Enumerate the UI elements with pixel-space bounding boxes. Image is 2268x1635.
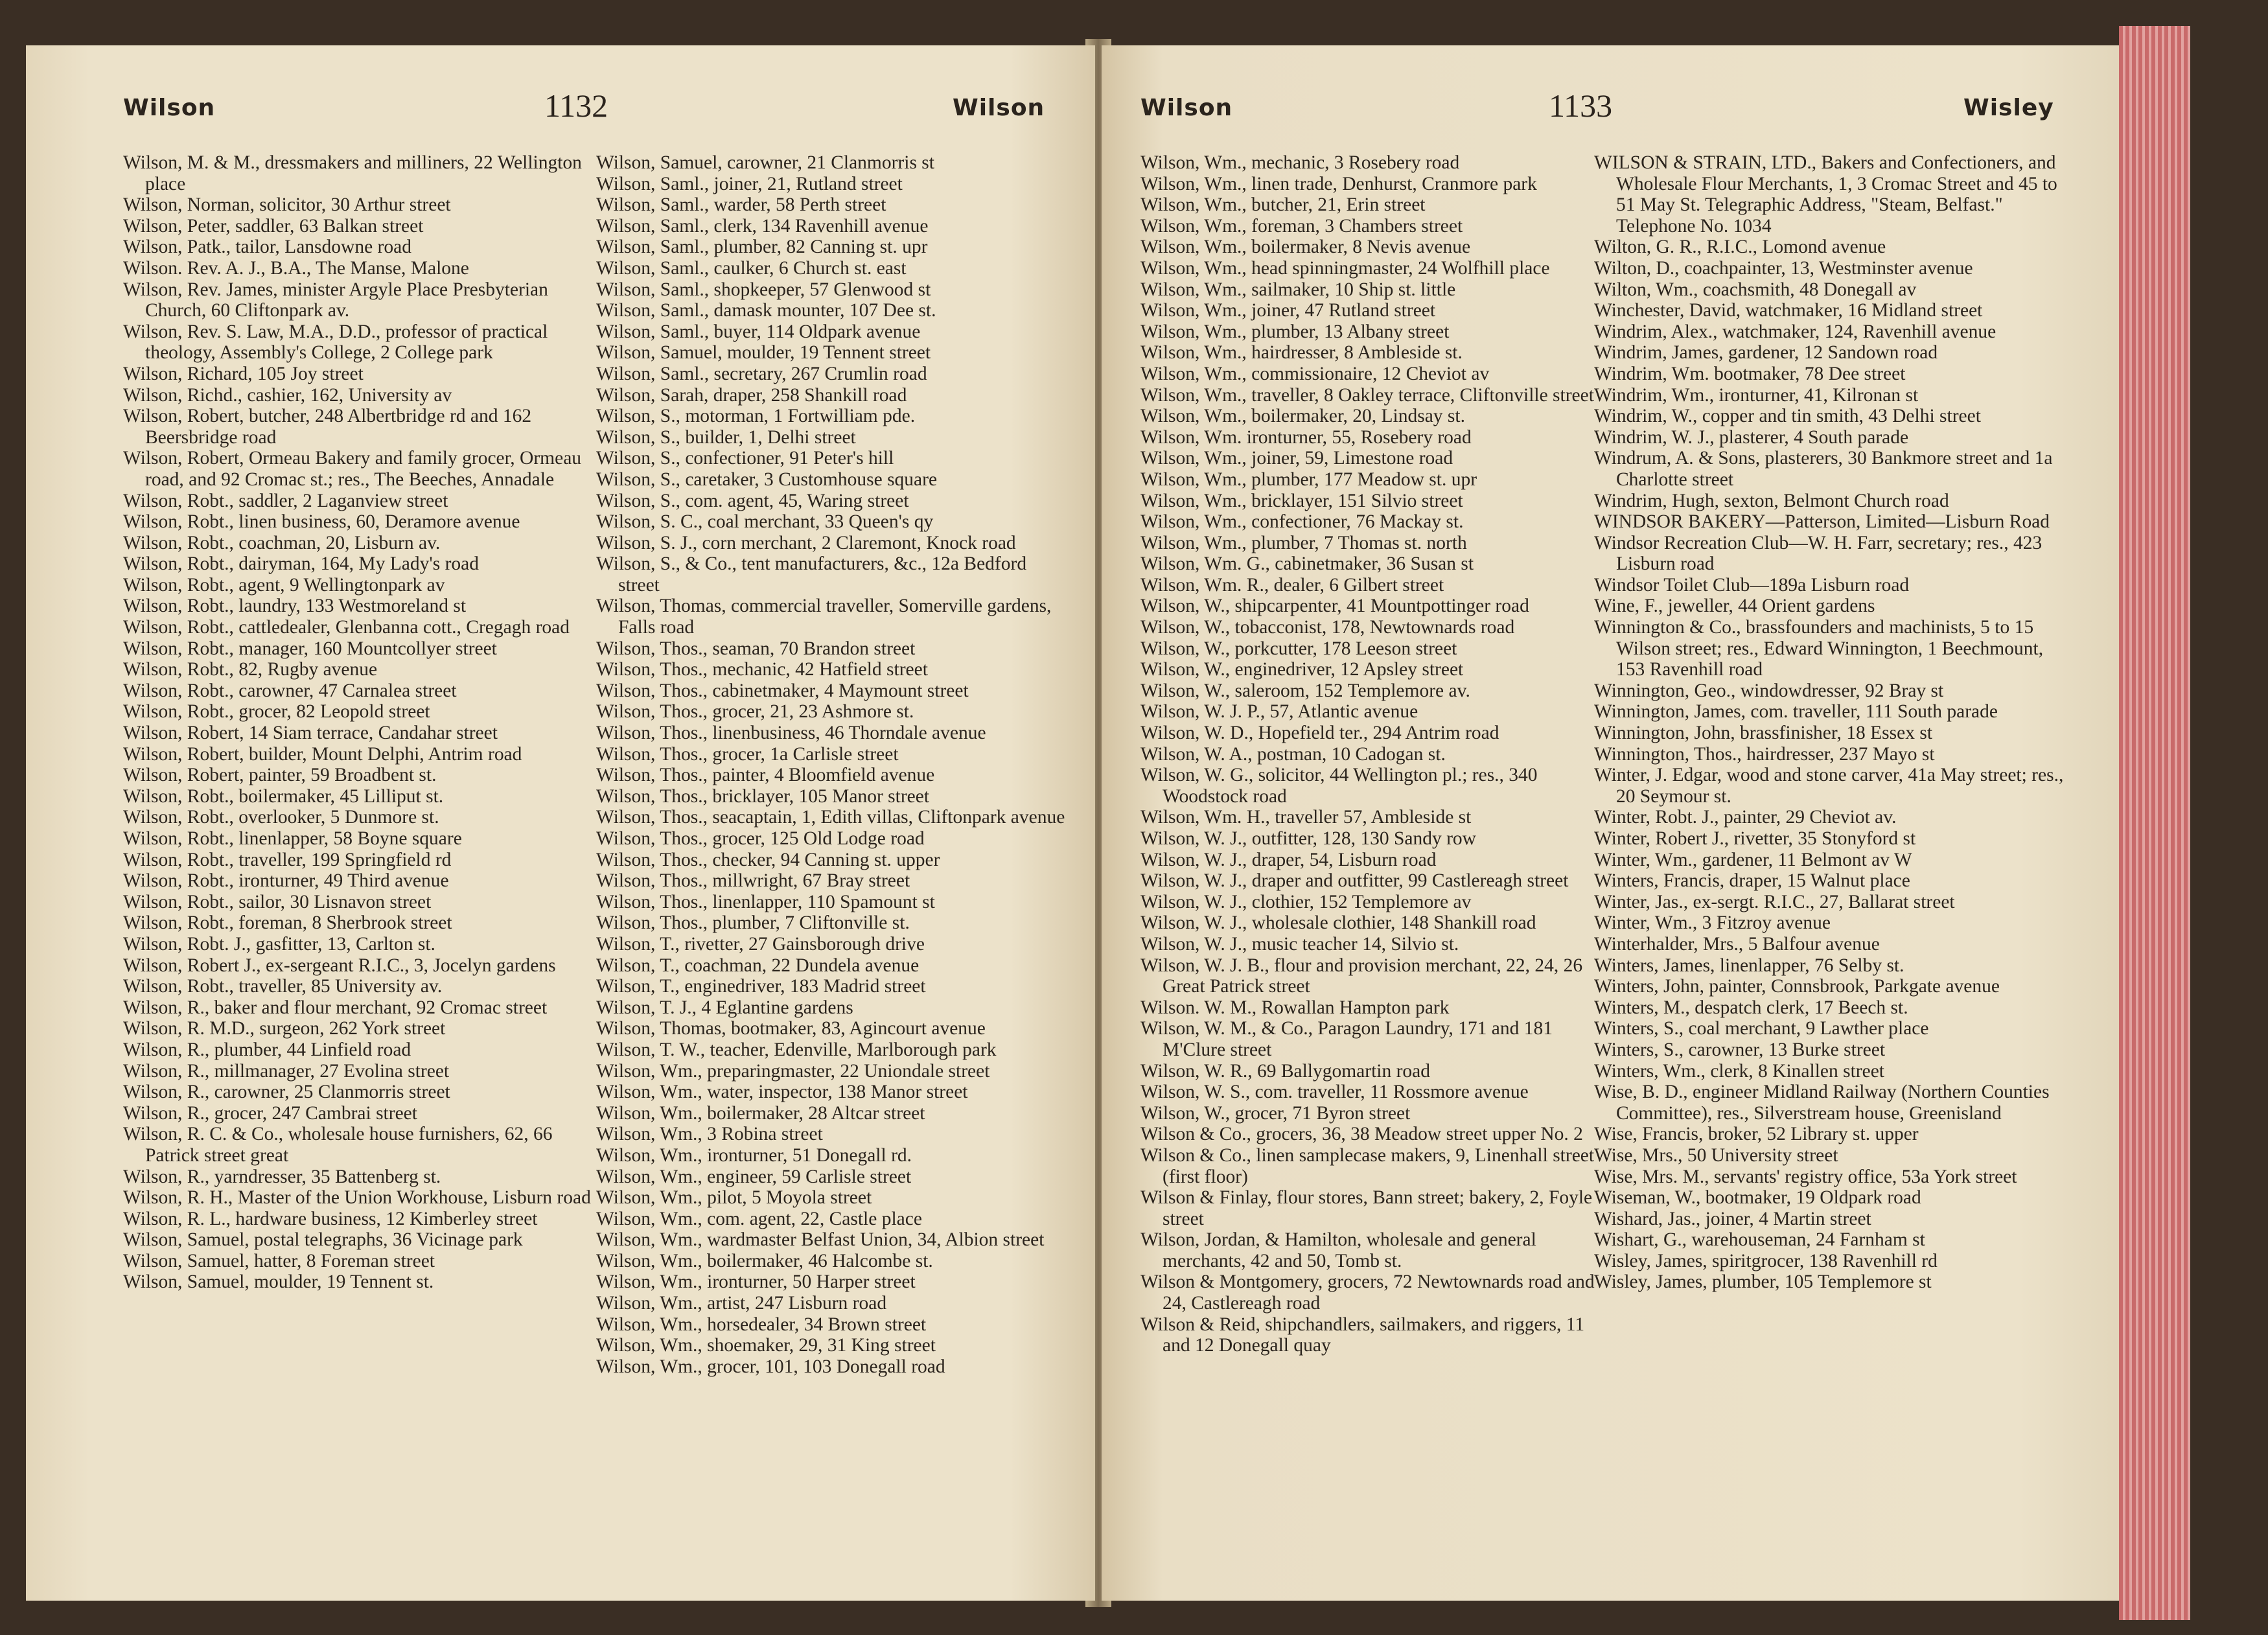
directory-entry: Wilson, Thos., grocer, 125 Old Lodge road <box>596 828 925 849</box>
directory-entry: Wilson, Saml., clerk, 134 Ravenhill avenue <box>596 215 929 237</box>
directory-entry: WINDSOR BAKERY—Patterson, Limited—Lisburn Road <box>1594 511 2050 533</box>
directory-entry: Wilson, T. J., 4 Eglantine gardens <box>596 997 853 1018</box>
directory-entry: Wilson, Wm., engineer, 59 Carlisle street <box>596 1166 912 1187</box>
directory-entry: Wilson, Robert J., ex-sergeant R.I.C., 3, Jocelyn gardens <box>123 955 556 976</box>
directory-entry: Wilson, S., builder, 1, Delhi street <box>596 426 856 448</box>
directory-entry: Wilson, Robt., sailor, 30 Lisnavon street <box>123 891 432 912</box>
directory-entry: Wise, B. D., engineer Midland Railway (Northern Counties Committee), res., Silverstream house, Greenisland <box>1594 1082 2050 1124</box>
directory-entry: Wilson, S., caretaker, 3 Customhouse square <box>596 469 938 490</box>
directory-entry: Wilson, S. C., coal merchant, 33 Queen's qy <box>596 511 934 533</box>
directory-entry: Winter, Wm., 3 Fitzroy avenue <box>1594 912 1831 934</box>
directory-entry: Wisley, James, spiritgrocer, 138 Ravenhill rd <box>1594 1250 1938 1271</box>
directory-entry: Wilson, Wm., horsedealer, 34 Brown street <box>596 1314 927 1335</box>
directory-entry: Wilson, Robert, 14 Siam terrace, Candahar street <box>123 723 498 744</box>
right-page-column-2 <box>1594 152 2067 1293</box>
directory-entry: Wilson, S. J., corn merchant, 2 Claremont, Knock road <box>596 532 1016 553</box>
directory-entry: Wilson, S., confectioner, 91 Peter's hill <box>596 448 894 469</box>
right-page-column-1 <box>1140 152 1614 1356</box>
directory-entry: Wilson, Robt., grocer, 82 Leopold street <box>123 701 430 723</box>
directory-entry: Wilson, W. J. B., flour and provision merchant, 22, 24, 26 Great Patrick street <box>1140 955 1583 997</box>
directory-entry: Wilson. W. M., Rowallan Hampton park <box>1140 997 1450 1018</box>
directory-entry: Wilson, Robt., ironturner, 49 Third avenue <box>123 870 449 892</box>
directory-entry: Wilson, Samuel, postal telegraphs, 36 Vicinage park <box>123 1229 523 1251</box>
directory-entry: Wilson, Robt., cattledealer, Glenbanna cott., Cregagh road <box>123 617 570 638</box>
page-edge <box>2119 26 2190 1620</box>
directory-entry: Wilson, R. M.D., surgeon, 262 York street <box>123 1018 446 1039</box>
directory-entry: Wilson, Thos., seaman, 70 Brandon street <box>596 638 916 659</box>
directory-entry: Wilson, Wm., traveller, 8 Oakley terrace, Cliftonville street <box>1140 384 1594 406</box>
directory-entry: Wilson, Wm., bricklayer, 151 Silvio street <box>1140 490 1463 511</box>
directory-entry: Wilson, Thos., mechanic, 42 Hatfield street <box>596 659 928 680</box>
directory-entry: Wilson, Wm. R., dealer, 6 Gilbert street <box>1140 574 1444 596</box>
directory-entry: Windrim, W. J., plasterer, 4 South parade <box>1594 426 1909 448</box>
directory-entry: Winter, Wm., gardener, 11 Belmont av W <box>1594 849 1912 870</box>
directory-entry: Wilson. Rev. A. J., B.A., The Manse, Malone <box>123 257 469 279</box>
directory-entry: Winters, James, linenlapper, 76 Selby st. <box>1594 955 1904 976</box>
directory-entry: Winnington, John, brassfinisher, 18 Essex st <box>1594 723 1933 744</box>
directory-entry: Wilson, T., rivetter, 27 Gainsborough drive <box>596 933 925 955</box>
directory-entry: Wilson, Wm., commissionaire, 12 Cheviot av <box>1140 363 1490 384</box>
directory-entry: Wilson, Robt., 82, Rugby avenue <box>123 659 378 680</box>
directory-entry: Winter, Jas., ex-sergt. R.I.C., 27, Ballarat street <box>1594 891 1955 912</box>
directory-entry: Wilson, Robt., manager, 160 Mountcollyer street <box>123 638 497 659</box>
directory-entry: Wilson, Robert, painter, 59 Broadbent st. <box>123 765 437 786</box>
directory-entry: Wilson, Wm., head spinningmaster, 24 Wolfhill place <box>1140 257 1550 279</box>
directory-entry: Wilson, Thos., linenlapper, 110 Spamount st <box>596 891 935 912</box>
directory-entry: Wilson, S., motorman, 1 Fortwilliam pde. <box>596 406 916 427</box>
directory-entry: Wine, F., jeweller, 44 Orient gardens <box>1594 596 1875 617</box>
right-header-word-left: Wilson <box>1140 95 1233 121</box>
directory-entry: Wilson, Thos., bricklayer, 105 Manor street <box>596 785 930 807</box>
directory-entry: Wilson, Patk., tailor, Lansdowne road <box>123 237 411 258</box>
directory-entry: Wilson, Wm. G., cabinetmaker, 36 Susan st <box>1140 553 1474 575</box>
directory-entry: Wisley, James, plumber, 105 Templemore st <box>1594 1271 1932 1293</box>
directory-entry: Wilson, Wm., com. agent, 22, Castle place <box>596 1208 922 1229</box>
directory-entry: Wilton, G. R., R.I.C., Lomond avenue <box>1594 237 1886 258</box>
directory-entry: Wilson, W. R., 69 Ballygomartin road <box>1140 1060 1431 1082</box>
directory-entry: Wilson, W., porkcutter, 178 Leeson street <box>1140 638 1457 659</box>
directory-entry: Wilson, Samuel, moulder, 19 Tennent street <box>596 342 931 364</box>
directory-entry: Winnington, James, com. traveller, 111 South parade <box>1594 701 1998 723</box>
directory-entry: Wilson, S., & Co., tent manufacturers, &c., 12a Bedford street <box>596 553 1027 596</box>
directory-entry: Wilson, Thos., linenbusiness, 46 Thorndale avenue <box>596 723 986 744</box>
directory-entry: Wilson, W. S., com. traveller, 11 Rossmore avenue <box>1140 1082 1529 1103</box>
directory-entry: Wilson, Wm., plumber, 7 Thomas st. north <box>1140 532 1467 553</box>
directory-entry: Wilson, R. C. & Co., wholesale house furnishers, 62, 66 Patrick street great <box>123 1124 553 1166</box>
directory-entry: Wilson, Wm., confectioner, 76 Mackay st. <box>1140 511 1464 533</box>
directory-entry: Wilson, Wm., linen trade, Denhurst, Cranmore park <box>1140 173 1537 194</box>
directory-entry: Wilson, Samuel, carowner, 21 Clanmorris st <box>596 152 934 173</box>
directory-entry: Windsor Toilet Club—189a Lisburn road <box>1594 574 1910 596</box>
directory-entry: Wilson, Robt. J., gasfitter, 13, Carlton st. <box>123 933 435 955</box>
left-page <box>26 45 1095 1601</box>
directory-entry: Wilson, Robt., dairyman, 164, My Lady's road <box>123 553 479 575</box>
left-page-number: 1132 <box>544 87 608 124</box>
directory-entry: Wilson, W., saleroom, 152 Templemore av. <box>1140 680 1470 701</box>
directory-entry: Wilson, W. A., postman, 10 Cadogan st. <box>1140 743 1446 765</box>
directory-entry: Wilson, W. J., wholesale clothier, 148 Shankill road <box>1140 912 1536 934</box>
directory-entry: Wilson, M. & M., dressmakers and milliners, 22 Wellington place <box>123 152 582 194</box>
directory-entry: Winter, J. Edgar, wood and stone carver, 41a May street; res., 20 Seymour st. <box>1594 765 2064 807</box>
directory-entry: Wilson, R., grocer, 247 Cambrai street <box>123 1102 417 1124</box>
directory-entry: Wilson, Robt., agent, 9 Wellingtonpark av <box>123 574 445 596</box>
directory-entry: Wilson, Saml., buyer, 114 Oldpark avenue <box>596 321 921 342</box>
directory-entry: Wilson, Sarah, draper, 258 Shankill road <box>596 384 907 406</box>
directory-entry: Wilson, R., plumber, 44 Linfield road <box>123 1039 411 1060</box>
directory-entry: Wilson, Saml., secretary, 267 Crumlin road <box>596 363 927 384</box>
directory-entry: Wilson, T. W., teacher, Edenville, Marlborough park <box>596 1039 997 1060</box>
directory-entry: Wilson, Robt., foreman, 8 Sherbrook street <box>123 912 452 934</box>
directory-entry: Winters, S., carowner, 13 Burke street <box>1594 1039 1886 1060</box>
directory-entry: Windrum, A. & Sons, plasterers, 30 Bankmore street and 1a Charlotte street <box>1594 448 2053 490</box>
directory-entry: Wilson, Wm. H., traveller 57, Ambleside st <box>1140 807 1472 828</box>
right-page-header <box>1102 84 2119 143</box>
directory-entry: Wilson, Robert, Ormeau Bakery and family grocer, Ormeau road, and 92 Cromac st.; res., The Beeches, Annadale <box>123 448 582 490</box>
directory-entry: Wishard, Jas., joiner, 4 Martin street <box>1594 1208 1871 1229</box>
directory-entry: Wilson & Finlay, flour stores, Bann street; bakery, 2, Foyle street <box>1140 1187 1593 1229</box>
directory-entry: Wilson, W. D., Hopefield ter., 294 Antrim road <box>1140 723 1499 744</box>
directory-entry: Wise, Mrs., 50 University street <box>1594 1144 1838 1166</box>
directory-entry: Wilson, Wm., butcher, 21, Erin street <box>1140 194 1426 216</box>
directory-entry: Winchester, David, watchmaker, 16 Midland street <box>1594 300 1983 321</box>
right-page-number: 1133 <box>1549 87 1613 124</box>
directory-entry: Winters, John, painter, Connsbrook, Parkgate avenue <box>1594 976 2000 997</box>
directory-entry: Wilson, Wm., foreman, 3 Chambers street <box>1140 215 1463 237</box>
directory-entry: Wilson, Saml., joiner, 21, Rutland street <box>596 173 903 194</box>
directory-entry: Wilson, R., carowner, 25 Clanmorris street <box>123 1082 450 1103</box>
directory-entry: Wilson & Montgomery, grocers, 72 Newtownards road and 24, Castlereagh road <box>1140 1271 1595 1314</box>
directory-entry: Wilson & Co., grocers, 36, 38 Meadow street upper No. 2 <box>1140 1124 1583 1145</box>
directory-entry: Wilson, Peter, saddler, 63 Balkan street <box>123 215 424 237</box>
directory-entry: WILSON & STRAIN, LTD., Bakers and Confectioners, and Wholesale Flour Merchants, 1, 3 Cromac Street and 45 to 51 May St. Telegraphic Address, "Steam, Belfast." Telephone No. 1034 <box>1594 152 2057 237</box>
directory-entry: Wilson, Saml., caulker, 6 Church st. east <box>596 257 907 279</box>
directory-entry: Wilson, S., com. agent, 45, Waring street <box>596 490 909 511</box>
directory-entry: Wilson, Wm., hairdresser, 8 Ambleside st. <box>1140 342 1463 364</box>
directory-entry: Wilson, W., shipcarpenter, 41 Mountpottinger road <box>1140 596 1529 617</box>
directory-entry: Wilson, Thos., seacaptain, 1, Edith villas, Cliftonpark avenue <box>596 807 1065 828</box>
directory-entry: Wilson, Robert, builder, Mount Delphi, Antrim road <box>123 743 522 765</box>
directory-entry: Wilson, R., yarndresser, 35 Battenberg st. <box>123 1166 441 1187</box>
directory-entry: Wilson, Wm., pilot, 5 Moyola street <box>596 1187 872 1209</box>
directory-entry: Wilson, Wm., mechanic, 3 Rosebery road <box>1140 152 1460 173</box>
left-page-header <box>26 84 1095 143</box>
directory-entry: Wilson, W. G., solicitor, 44 Wellington pl.; res., 340 Woodstock road <box>1140 765 1538 807</box>
left-header-word-left: Wilson <box>123 95 216 121</box>
directory-entry: Wilson, Rev. S. Law, M.A., D.D., professor of practical theology, Assembly's College, 2 College park <box>123 321 548 364</box>
directory-entry: Wilson, Wm., preparingmaster, 22 Uniondale street <box>596 1060 990 1082</box>
directory-entry: Winters, M., despatch clerk, 17 Beech st. <box>1594 997 1908 1018</box>
directory-entry: Wilson, Wm., boilermaker, 46 Halcombe st. <box>596 1250 933 1271</box>
directory-entry: Wilson, W. J., outfitter, 128, 130 Sandy row <box>1140 828 1476 849</box>
directory-entry: Windsor Recreation Club—W. H. Farr, secretary; res., 423 Lisburn road <box>1594 532 2042 575</box>
left-page-column-1 <box>123 152 596 1293</box>
directory-entry: Wilson, Robt., traveller, 199 Springfield rd <box>123 849 452 870</box>
directory-entry: Wilson, Saml., warder, 58 Perth street <box>596 194 886 216</box>
directory-entry: Wilson, Wm., water, inspector, 138 Manor street <box>596 1082 968 1103</box>
directory-entry: Wilson, Richd., cashier, 162, University av <box>123 384 452 406</box>
directory-entry: Wilson, Thos., grocer, 21, 23 Ashmore st. <box>596 701 914 723</box>
directory-entry: Wilson, Robt., boilermaker, 45 Lilliput st. <box>123 785 444 807</box>
directory-entry: Winnington, Geo., windowdresser, 92 Bray st <box>1594 680 1944 701</box>
directory-entry: Wilson, W., enginedriver, 12 Apsley street <box>1140 659 1464 680</box>
directory-entry: Wilson, Jordan, & Hamilton, wholesale and general merchants, 42 and 50, Tomb st. <box>1140 1229 1536 1271</box>
directory-entry: Wilton, Wm., coachsmith, 48 Donegall av <box>1594 279 1917 300</box>
directory-entry: Wilson, Wm., plumber, 177 Meadow st. upr <box>1140 469 1477 490</box>
directory-entry: Wilson, Saml., damask mounter, 107 Dee st. <box>596 300 936 321</box>
directory-entry: Windrim, Alex., watchmaker, 124, Ravenhill avenue <box>1594 321 1996 342</box>
directory-entry: Winters, Wm., clerk, 8 Kinallen street <box>1594 1060 1885 1082</box>
directory-entry: Wilson, Thos., plumber, 7 Cliftonville st. <box>596 912 910 934</box>
directory-entry: Wilton, D., coachpainter, 13, Westminster avenue <box>1594 257 1973 279</box>
directory-entry: Wilson, Thos., painter, 4 Bloomfield avenue <box>596 765 935 786</box>
directory-entry: Wilson, Robt., coachman, 20, Lisburn av. <box>123 532 441 553</box>
directory-entry: Wilson, Robert, butcher, 248 Albertbridge rd and 162 Beersbridge road <box>123 406 532 448</box>
directory-entry: Wilson, R. H., Master of the Union Workhouse, Lisburn road <box>123 1187 591 1209</box>
directory-entry: Wilson, Robt., linenlapper, 58 Boyne square <box>123 828 462 849</box>
directory-entry: Winterhalder, Mrs., 5 Balfour avenue <box>1594 933 1880 955</box>
directory-entry: Wilson, Robt., laundry, 133 Westmoreland st <box>123 596 467 617</box>
directory-entry: Wilson, R., millmanager, 27 Evolina street <box>123 1060 450 1082</box>
directory-entry: Windrim, Hugh, sexton, Belmont Church road <box>1594 490 1949 511</box>
directory-entry: Wilson, W. J., clothier, 152 Templemore av <box>1140 891 1472 912</box>
directory-entry: Wilson, Norman, solicitor, 30 Arthur street <box>123 194 451 216</box>
directory-entry: Wilson, Samuel, moulder, 19 Tennent st. <box>123 1271 434 1293</box>
directory-entry: Wilson, Robt., traveller, 85 University av. <box>123 976 443 997</box>
directory-entry: Wilson, Wm., boilermaker, 28 Altcar street <box>596 1102 925 1124</box>
directory-entry: Wishart, G., warehouseman, 24 Farnham st <box>1594 1229 1925 1251</box>
directory-entry: Wilson, Wm., artist, 247 Lisburn road <box>596 1293 887 1314</box>
directory-entry: Wilson, Samuel, hatter, 8 Foreman street <box>123 1250 435 1271</box>
directory-entry: Wilson, Wm., plumber, 13 Albany street <box>1140 321 1450 342</box>
directory-entry: Wilson, R. L., hardware business, 12 Kimberley street <box>123 1208 538 1229</box>
directory-entry: Wilson, Wm., joiner, 59, Limestone road <box>1140 448 1453 469</box>
directory-entry: Wilson, Wm., boilermaker, 8 Nevis avenue <box>1140 237 1471 258</box>
directory-entry: Wiseman, W., bootmaker, 19 Oldpark road <box>1594 1187 1921 1209</box>
directory-entry: Wilson, W. M., & Co., Paragon Laundry, 171 and 181 M'Clure street <box>1140 1018 1553 1060</box>
directory-entry: Wilson, Robt., carowner, 47 Carnalea street <box>123 680 457 701</box>
directory-entry: Wilson, W., tobacconist, 178, Newtownards road <box>1140 617 1515 638</box>
directory-entry: Windrim, Wm. bootmaker, 78 Dee street <box>1594 363 1906 384</box>
directory-entry: Wilson, W. J., draper, 54, Lisburn road <box>1140 849 1437 870</box>
directory-entry: Wilson, Wm. ironturner, 55, Rosebery road <box>1140 426 1472 448</box>
directory-entry: Winnington & Co., brassfounders and machinists, 5 to 15 Wilson street; res., Edward Winnington, 1 Beechmount, 153 Ravenhill road <box>1594 617 2044 680</box>
directory-entry: Wilson & Co., linen samplecase makers, 9, Linenhall street (first floor) <box>1140 1144 1595 1187</box>
directory-entry: Wilson, Saml., shopkeeper, 57 Glenwood st <box>596 279 931 300</box>
directory-entry: Winters, S., coal merchant, 9 Lawther place <box>1594 1018 1929 1039</box>
directory-entry: Wilson, Wm., shoemaker, 29, 31 King street <box>596 1335 936 1356</box>
right-page <box>1102 45 2119 1601</box>
directory-entry: Wilson, Wm., ironturner, 50 Harper street <box>596 1271 916 1293</box>
directory-entry: Wise, Mrs. M., servants' registry office, 53a York street <box>1594 1166 2017 1187</box>
directory-entry: Wilson, Wm., boilermaker, 20, Lindsay st. <box>1140 406 1465 427</box>
left-page-column-2 <box>596 152 1069 1377</box>
directory-entry: Wilson, W. J., draper and outfitter, 99 Castlereagh street <box>1140 870 1569 892</box>
directory-entry: Wilson, Thos., cabinetmaker, 4 Maymount street <box>596 680 969 701</box>
directory-entry: Wilson, W. J. P., 57, Atlantic avenue <box>1140 701 1418 723</box>
directory-entry: Wilson & Reid, shipchandlers, sailmakers, and riggers, 11 and 12 Donegall quay <box>1140 1314 1585 1356</box>
directory-entry: Winter, Robert J., rivetter, 35 Stonyford st <box>1594 828 1916 849</box>
directory-entry: Wilson, Wm., 3 Robina street <box>596 1124 823 1145</box>
directory-entry: Wilson, W. J., music teacher 14, Silvio st. <box>1140 933 1459 955</box>
directory-entry: Wise, Francis, broker, 52 Library st. upper <box>1594 1124 1919 1145</box>
directory-entry: Windrim, James, gardener, 12 Sandown road <box>1594 342 1938 364</box>
directory-entry: Wilson, Robt., linen business, 60, Deramore avenue <box>123 511 520 533</box>
directory-entry: Wilson, T., coachman, 22 Dundela avenue <box>596 955 920 976</box>
directory-entry: Wilson, Wm., sailmaker, 10 Ship st. little <box>1140 279 1456 300</box>
directory-entry: Winters, Francis, draper, 15 Walnut place <box>1594 870 1910 892</box>
directory-entry: Wilson, Thomas, bootmaker, 83, Agincourt avenue <box>596 1018 986 1039</box>
directory-entry: Winnington, Thos., hairdresser, 237 Mayo st <box>1594 743 1935 765</box>
directory-entry: Wilson, Thos., millwright, 67 Bray street <box>596 870 910 892</box>
left-header-word-right: Wilson <box>953 95 1045 121</box>
right-header-word-right: Wisley <box>1963 95 2054 121</box>
directory-entry: Wilson, Thomas, commercial traveller, Somerville gardens, Falls road <box>596 596 1052 638</box>
directory-entry: Wilson, W., grocer, 71 Byron street <box>1140 1102 1411 1124</box>
directory-entry: Wilson, Thos., checker, 94 Canning st. upper <box>596 849 940 870</box>
directory-entry: Wilson, R., baker and flour merchant, 92 Cromac street <box>123 997 548 1018</box>
directory-entry: Wilson, Saml., plumber, 82 Canning st. upr <box>596 237 928 258</box>
directory-entry: Windrim, Wm., ironturner, 41, Kilronan st <box>1594 384 1919 406</box>
directory-entry: Wilson, Richard, 105 Joy street <box>123 363 364 384</box>
directory-entry: Wilson, Wm., ironturner, 51 Donegall rd. <box>596 1144 912 1166</box>
directory-entry: Wilson, Robt., saddler, 2 Laganview street <box>123 490 448 511</box>
directory-entry: Winter, Robt. J., painter, 29 Cheviot av. <box>1594 807 1897 828</box>
directory-entry: Wilson, Robt., overlooker, 5 Dunmore st. <box>123 807 439 828</box>
directory-entry: Wilson, Wm., joiner, 47 Rutland street <box>1140 300 1436 321</box>
directory-entry: Wilson, Thos., grocer, 1a Carlisle street <box>596 743 899 765</box>
directory-entry: Wilson, Wm., wardmaster Belfast Union, 34, Albion street <box>596 1229 1045 1251</box>
directory-entry: Wilson, T., enginedriver, 183 Madrid street <box>596 976 926 997</box>
directory-entry: Wilson, Rev. James, minister Argyle Place Presbyterian Church, 60 Cliftonpark av. <box>123 279 548 321</box>
directory-entry: Wilson, Wm., grocer, 101, 103 Donegall road <box>596 1356 945 1377</box>
directory-entry: Windrim, W., copper and tin smith, 43 Delhi street <box>1594 406 1981 427</box>
